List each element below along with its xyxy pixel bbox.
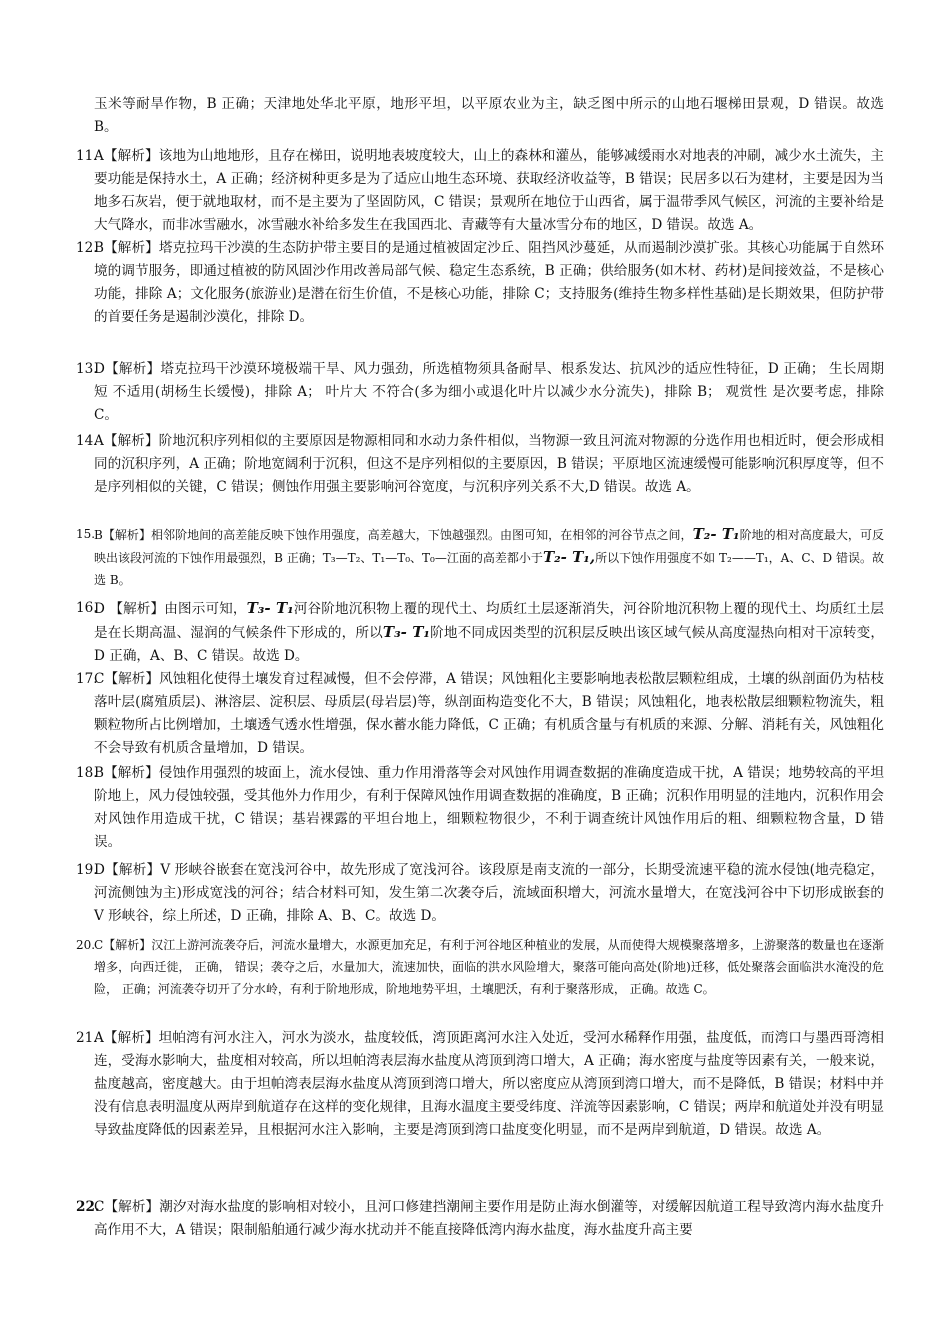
item-number: 20. <box>76 938 96 952</box>
item-explanation: D【解析】塔克拉玛干沙漠环境极端干旱、风力强劲，所选植物须具备耐旱、根系发达、抗风沙的适应性特征，D 正确； 生长周期短 不适用(胡杨生长缓慢)，排除 A； 叶片大 不符合(多为细小或退化叶片以减少水分流失)，排除 B； 观赏性 是次要考虑，排除 C。 <box>94 361 884 423</box>
explanation-text: 阶地的相对高度最大，可反映出该段河流的下蚀作用最强烈，B 正确；T₃—T₂、T₁—T₀、T₀—江面的高差都小于 <box>94 528 884 565</box>
answer-item-20 <box>76 934 884 1000</box>
item-explanation <box>94 597 884 668</box>
explanation-text: 阶地不同成因类型的沉积层反映出该区域气候从高度湿热向相对干凉转变，D 正确，A、B、C 错误。故选 D。 <box>94 625 885 664</box>
formula-t3-t1: T₃- T₁ <box>382 623 430 641</box>
explanation-text: D 【解析】由图示可知， <box>94 601 247 617</box>
item-number: 16. <box>76 600 98 616</box>
item-number: 12. <box>76 240 98 256</box>
answer-item-12 <box>76 237 884 329</box>
formula-t2-t1: T₂- T₁ <box>692 525 740 543</box>
item-explanation: C【解析】风蚀粗化使得土壤发育过程减慢，但不会停滞，A 错误；风蚀粗化主要影响地表松散层颗粒组成，土壤的纵剖面仍为枯枝落叶层(腐殖质层)、淋溶层、淀积层、母质层(母岩层)等，纵剖面构造变化不大，B 错误；风蚀粗化，地表松散层细颗粒物流失，粗颗粒物所占比例增加，土壤透气透水性增强，保水蓄水能力降低，C 正确；有机质含量与有机质的来源、分解、消耗有关，风蚀粗化不会导致有机质含量增加，D 错误。 <box>94 671 884 756</box>
paragraph-continued: 玉米等耐旱作物，B 正确；天津地处华北平原，地形平坦，以平原农业为主，缺乏图中所示的山地石堰梯田景观，D 错误。故选 B。 <box>94 96 884 135</box>
item-number: 18. <box>76 765 98 781</box>
item-number: 17. <box>76 671 98 687</box>
item-explanation: B【解析】侵蚀作用强烈的坡面上，流水侵蚀、重力作用滑落等会对风蚀作用调查数据的准确度造成干扰，A 错误；地势较高的平坦阶地上，风力侵蚀较强，受其他外力作用少，有利于保障风蚀作用调查数据的准确度，B 正确；沉积作用明显的洼地内，沉积作用会对风蚀作用造成干扰，C 错误；基岩裸露的平坦台地上，细颗粒物很少，不利于调查统计风蚀作用后的粗、细颗粒物含量，D 错误。 <box>94 765 884 850</box>
answer-item-16 <box>76 597 884 668</box>
item-explanation: A【解析】该地为山地地形，且存在梯田，说明地表坡度较大，山上的森林和灌丛，能够减缓雨水对地表的冲刷，减少水土流失，主要功能是保持水土，A 正确；经济树种更多是为了适应山地生态环境、获取经济收益等，B 错误；民居多以石为建材，主要是因为当地多石灰岩，便于就地取材，而不是主要为了坚固防风，C 错误；景观所在地位于山西省，属于温带季风气候区，河流的主要补给是大气降水，而非冰雪融水，冰雪融水补给多发生在我国西北、青藏等有大量冰雪分布的地区，D 错误。故选 A。 <box>94 148 884 233</box>
item-explanation: C【解析】汉江上游河流袭夺后，河流水量增大，水源更加充足，有利于河谷地区种植业的发展，从而使得大规模聚落增多，上游聚落的数量也在逐渐增多，向西迁徙， 正确， 错误；袭夺之后，水量加大，流速加快，面临的洪水风险增大，聚落可能向高处(阶地)迁移，低处聚落会面临洪水淹没的危险， 正确；河流袭夺切开了分水岭，有利于阶地形成，阶地地势平坦，土壤肥沃，有利于聚落形成， 正确。故选 C。 <box>94 938 884 996</box>
answer-item-19 <box>76 859 884 928</box>
answer-item-18 <box>76 762 884 854</box>
item-explanation: A【解析】阶地沉积序列相似的主要原因是物源相同和水动力条件相似，当物源一致且河流对物源的分选作用也相近时，便会形成相同的沉积序列，A 正确；阶地宽阔利于沉积，但这不是序列相似的主要原因，B 错误；平原地区流速缓慢可能影响沉积厚度等，但不是序列相似的关键，C 错误；侧蚀作用强主要影响河谷宽度，与沉积序列关系不大,D 错误。故选 A。 <box>94 433 884 495</box>
explanation-text: B【解析】相邻阶地间的高差能反映下蚀作用强度，高差越大，下蚀越强烈。由图可知，在相邻的河谷节点之间， <box>94 528 693 542</box>
answer-item-11 <box>76 145 884 237</box>
explanation-text: 所以下蚀作用强度不如 T₂——T₁，A、C、D 错误。故选 B。 <box>94 551 885 587</box>
answer-item-14 <box>76 430 884 499</box>
item-number: 21. <box>76 1030 98 1046</box>
answer-item-13 <box>76 358 884 427</box>
item-explanation: D【解析】V 形峡谷嵌套在宽浅河谷中，故先形成了宽浅河谷。该段原是南支流的一部分，长期受流速平稳的流水侵蚀(地壳稳定，河流侧蚀为主)形成宽浅的河谷；结合材料可知，发生第二次袭夺后，流域面积增大，河流水量增大，在宽浅河谷中下切形成嵌套的 V 形峡谷，综上所述，D 正确，排除 A、B、C。故选 D。 <box>94 862 884 924</box>
item-number: 19. <box>76 862 98 878</box>
answer-item-21 <box>76 1027 884 1142</box>
item-explanation: C【解析】潮汐对海水盐度的影响相对较小，且河口修建挡潮闸主要作用是防止海水倒灌等，对缓解因航道工程导致湾内海水盐度升高作用不大，A 错误；限制船舶通行减少海水扰动并不能直接降低湾内海水盐度，海水盐度升高主要 <box>94 1199 884 1238</box>
item-explanation: A【解析】坦帕湾有河水注入，河水为淡水，盐度较低，湾顶距离河水注入处近，受河水稀释作用强，盐度低，而湾口与墨西哥湾相连，受海水影响大，盐度相对较高，所以坦帕湾表层海水盐度从湾顶到湾口增大，A 正确；海水密度与盐度等因素有关，一般来说，盐度越高，密度越大。由于坦帕湾表层海水盐度从湾顶到湾口增大，所以密度应从湾顶到湾口增大，而不是降低，B 错误；材料中并没有信息表明温度从两岸到航道存在这样的变化规律，且海水温度主要受纬度、洋流等因素影响，C 错误；两岸和航道处并没有明显导致盐度降低的因素差异，且根据河水注入影响，主要是湾顶到湾口盐度变化明显，而不是两岸到航道，D 错误。故选 A。 <box>94 1030 884 1138</box>
answer-item-22 <box>76 1196 884 1242</box>
item-number: 14. <box>76 433 98 449</box>
item-number: 13. <box>76 361 98 377</box>
item-explanation <box>94 523 884 591</box>
formula-t2-t1: T₂- T₁, <box>542 548 596 566</box>
explanation-text: 河谷阶地沉积物上覆的现代土、均质红土层逐渐消失，河谷阶地沉积物上覆的现代土、均质红土层是在长期高温、湿润的气候条件下形成的，所以 <box>94 601 884 641</box>
item-number: 11. <box>76 148 98 164</box>
item-number: 15. <box>76 527 96 541</box>
answer-item-15 <box>76 523 884 591</box>
item-number: 22. <box>76 1199 100 1215</box>
formula-t3-t1: T₃- T₁ <box>246 599 294 617</box>
answer-item-17 <box>76 668 884 760</box>
item-explanation: B【解析】塔克拉玛干沙漠的生态防护带主要目的是通过植被固定沙丘、阻挡风沙蔓延，从而遏制沙漠扩张。其核心功能属于自然环境的调节服务，即通过植被的防风固沙作用改善局部气候、稳定生态系统，B 正确；供给服务(如木材、药材)是间接效益，不是核心功能，排除 A；文化服务(旅游业)是潜在衍生价值，不是核心功能，排除 C；支持服务(维持生物多样性基础)是长期效果，但防护带的首要任务是遏制沙漠化，排除 D。 <box>94 240 884 325</box>
